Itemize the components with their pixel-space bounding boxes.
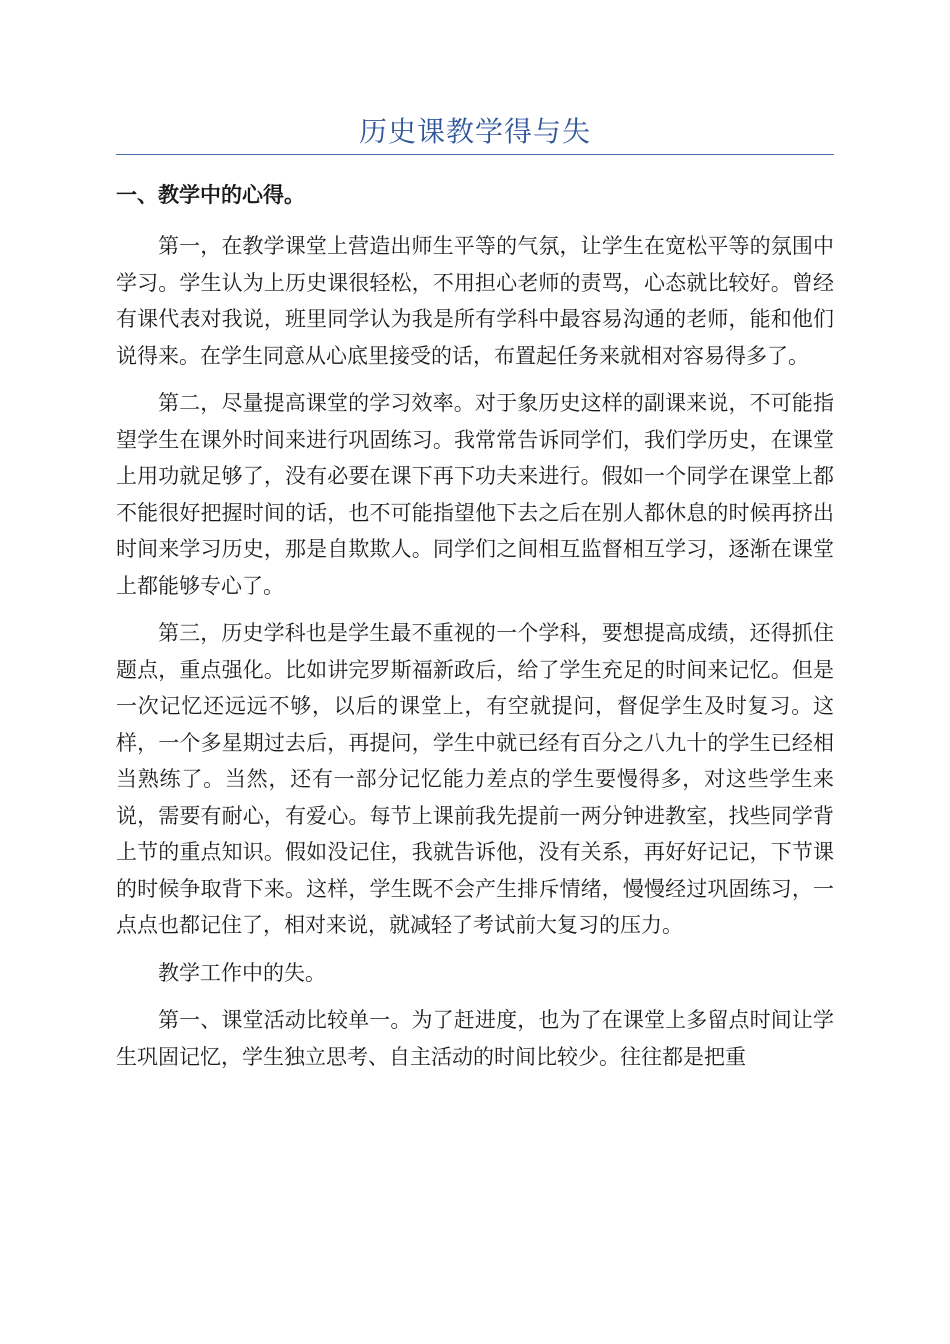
document-body xyxy=(116,228,834,1086)
document-title: 历史课教学得与失 xyxy=(358,115,591,148)
document-page xyxy=(116,0,834,1344)
section-heading: 一、教学中的心得。 xyxy=(116,182,305,207)
paragraph-3: 第三，历史学科也是学生最不重视的一个学科，要想提高成绩，还得抓住题点，重点强化。比如讲完罗斯福新政后，给了学生充足的时间来记忆。但是一次记忆还远远不够，以后的课堂上，有空就提问，督促学生及时复习。这样，一个多星期过去后，再提问，学生中就已经有百分之八九十的学生已经相当熟练了。当然，还有一部分记忆能力差点的学生要慢得多，对这些学生来说，需要有耐心，有爱心。每节上课前我先提前一两分钟进教室，找些同学背上节的重点知识。假如没记住，我就告诉他，没有关系，再好好记记，下节课的时候争取背下来。这样，学生既不会产生排斥情绪，慢慢经过巩固练习，一点点也都记住了，相对来说，就减轻了考试前大复习的压力。 xyxy=(116,621,834,937)
paragraph-1: 第一，在教学课堂上营造出师生平等的气氛，让学生在宽松平等的氛围中学习。学生认为上历史课很轻松，不用担心老师的责骂，心态就比较好。曾经有课代表对我说，班里同学认为我是所有学科中最容易沟通的老师，能和他们说得来。在学生同意从心底里接受的话，布置起任务来就相对容易得多了。 xyxy=(116,234,834,368)
paragraph-5: 第一、课堂活动比较单一。为了赶进度，也为了在课堂上多留点时间让学生巩固记忆，学生独立思考、自主活动的时间比较少。往往都是把重 xyxy=(116,1008,834,1069)
paragraph-4: 教学工作中的失。 xyxy=(158,960,326,985)
title-underline xyxy=(116,154,834,155)
paragraph-2: 第二，尽量提高课堂的学习效率。对于象历史这样的副课来说，不可能指望学生在课外时间来进行巩固练习。我常常告诉同学们，我们学历史，在课堂上用功就足够了，没有必要在课下再下功夫来进行。假如一个同学在课堂上都不能很好把握时间的话，也不可能指望他下去之后在别人都休息的时候再挤出时间来学习历史，那是自欺欺人。同学们之间相互监督相互学习，逐渐在课堂上都能够专心了。 xyxy=(116,391,834,598)
